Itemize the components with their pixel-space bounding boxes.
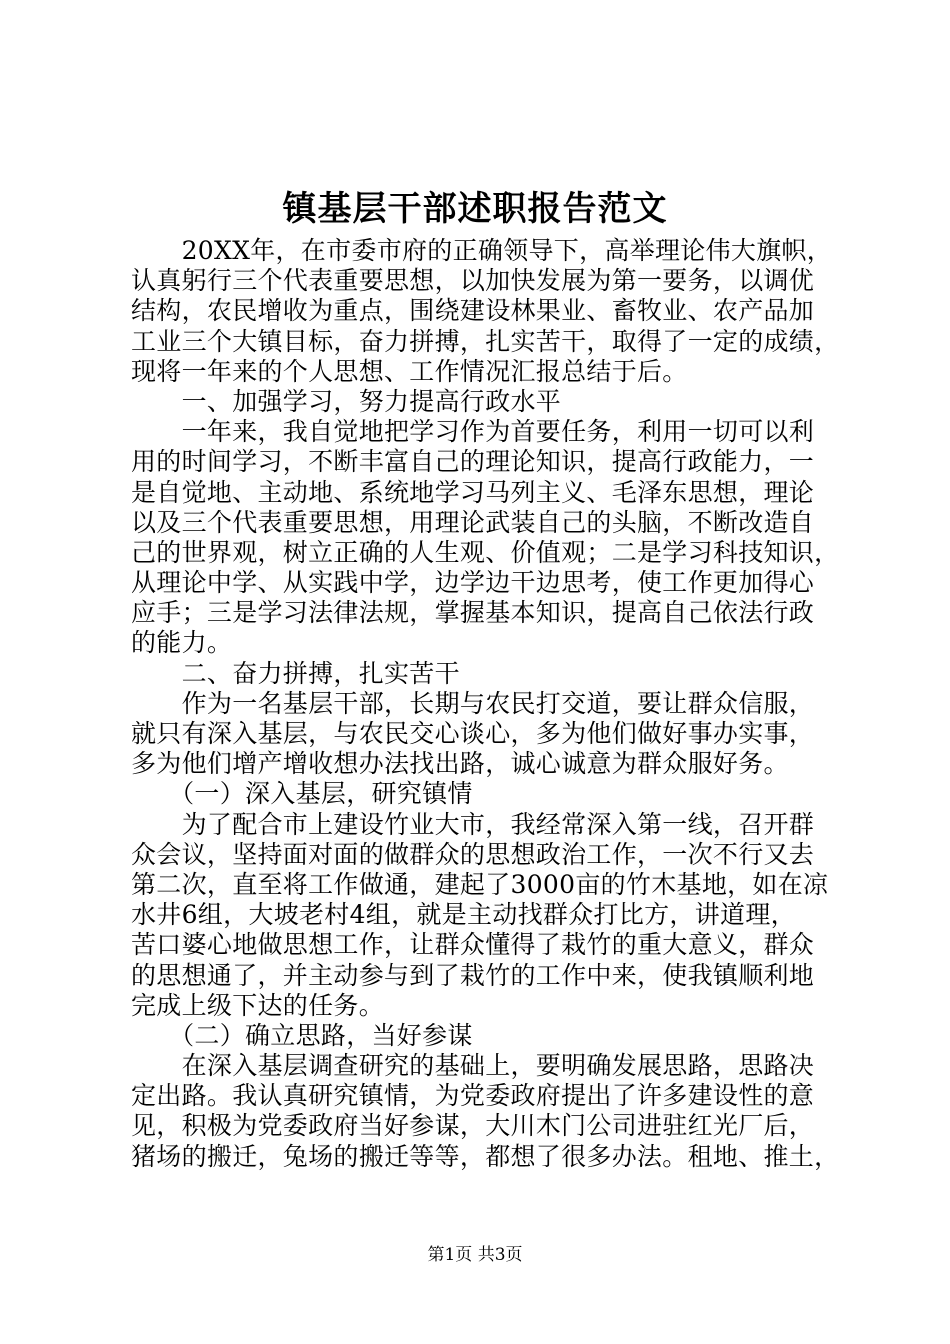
text-line: 己的世界观，树立正确的人生观、价值观；二是学习科技知识， bbox=[131, 537, 840, 567]
text-line: 定出路。我认真研究镇情，为党委政府提出了许多建设性的意 bbox=[131, 1081, 815, 1111]
text-line: 以及三个代表重要思想，用理论武装自己的头脑，不断改造自 bbox=[131, 507, 815, 537]
text-line: 20XX年，在市委市府的正确领导下，高举理论伟大旗帜， bbox=[131, 236, 833, 265]
text-line: 为了配合市上建设竹业大市，我经常深入第一线，召开群 bbox=[131, 809, 815, 839]
text-line: 应手；三是学习法律法规，掌握基本知识，提高自己依法行政 bbox=[131, 598, 815, 628]
text-line: 用的时间学习，不断丰富自己的理论知识，提高行政能力，一 bbox=[131, 447, 815, 477]
text-line: 多为他们增产增收想办法找出路，诚心诚意为群众服好务。 bbox=[131, 749, 789, 779]
text-line: 结构，农民增收为重点，围绕建设林果业、畜牧业、农产品加 bbox=[131, 296, 815, 326]
document-title: 镇基层干部述职报告范文 bbox=[282, 189, 668, 229]
text-line: 就只有深入基层，与农民交心谈心，多为他们做好事办实事， bbox=[131, 719, 815, 748]
text-line: 在深入基层调查研究的基础上，要明确发展思路，思路决 bbox=[131, 1051, 815, 1081]
text-line: 苦口婆心地做思想工作，让群众懂得了栽竹的重大意义，群众 bbox=[131, 930, 815, 960]
text-line: 的能力。 bbox=[131, 628, 233, 658]
text-line: 从理论中学、从实践中学，边学边干边思考，使工作更加得心 bbox=[131, 568, 815, 598]
text-line: 作为一名基层干部，长期与农民打交道，要让群众信服， bbox=[131, 688, 815, 718]
text-line: 二、奋力拼搏，扎实苦干 bbox=[131, 658, 460, 688]
text-line: 一、加强学习，努力提高行政水平 bbox=[131, 386, 562, 416]
document-body bbox=[131, 236, 843, 1172]
text-line: 水井6组，大坡老村4组，就是主动找群众打比方，讲道理， bbox=[131, 900, 796, 930]
text-line: 完成上级下达的任务。 bbox=[131, 990, 385, 1020]
text-line: 是自觉地、主动地、系统地学习马列主义、毛泽东思想，理论 bbox=[131, 477, 815, 507]
text-line: 众会议，坚持面对面的做群众的思想政治工作，一次不行又去 bbox=[131, 839, 815, 869]
text-line: 第二次，直至将工作做通，建起了3000亩的竹木基地，如在凉 bbox=[131, 869, 829, 899]
text-line: （一）深入基层，研究镇情 bbox=[131, 779, 473, 809]
text-line: 猪场的搬迁，兔场的搬迁等等，都想了很多办法。租地、推土， bbox=[131, 1141, 840, 1171]
page-footer: 第1页 共3页 bbox=[427, 1245, 523, 1265]
text-line: 现将一年来的个人思想、工作情况汇报总结于后。 bbox=[131, 356, 688, 386]
text-line: 的思想通了，并主动参与到了栽竹的工作中来，使我镇顺利地 bbox=[131, 960, 815, 990]
text-line: 一年来，我自觉地把学习作为首要任务，利用一切可以利 bbox=[131, 417, 815, 447]
text-line: 认真躬行三个代表重要思想，以加快发展为第一要务，以调优 bbox=[131, 266, 815, 296]
text-line: （二）确立思路，当好参谋 bbox=[131, 1020, 473, 1050]
text-line: 工业三个大镇目标，奋力拼搏，扎实苦干，取得了一定的成绩， bbox=[131, 326, 840, 356]
text-line: 见，积极为党委政府当好参谋，大川木门公司进驻红光厂后， bbox=[131, 1111, 815, 1141]
